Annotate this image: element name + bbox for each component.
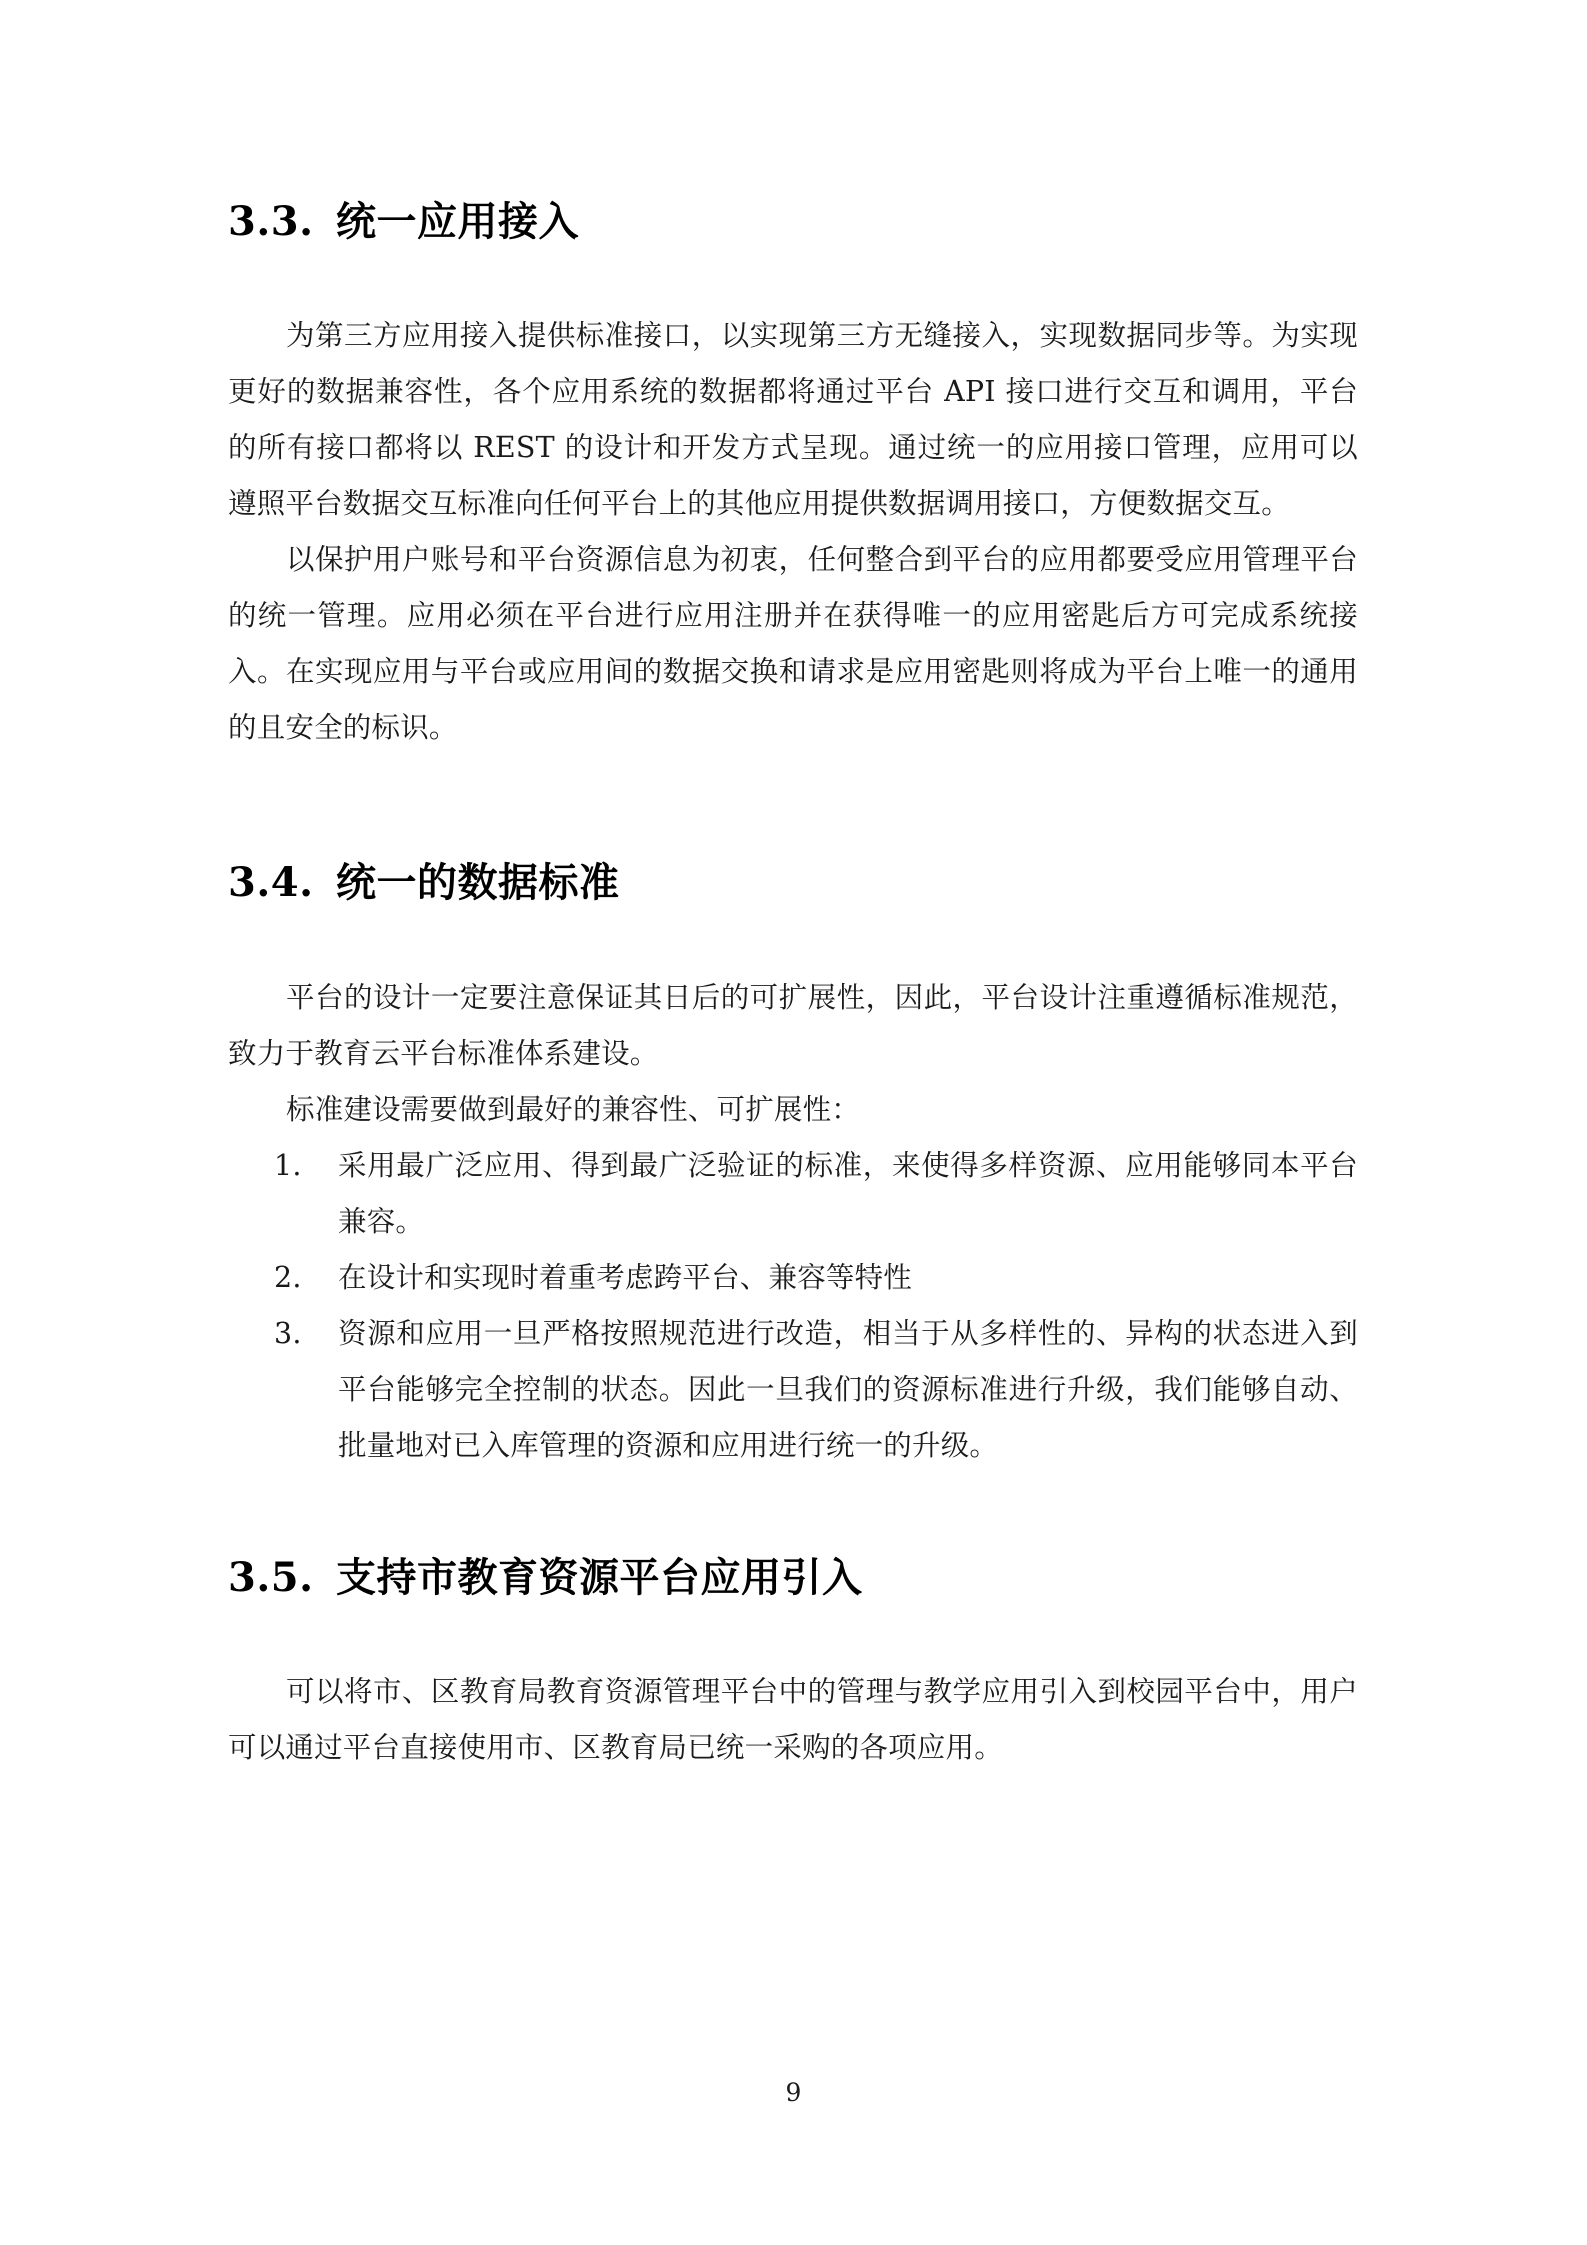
section-number: 3.4. bbox=[228, 859, 314, 906]
list-item-text: 资源和应用一旦严格按照规范进行改造，相当于从多样性的、异构的状态进入到平台能够完全控制的状态。因此一旦我们的资源标准进行升级，我们能够自动、批量地对已入库管理的资源和应用进行统一的升级。 bbox=[338, 1317, 1358, 1462]
section-title: 支持市教育资源平台应用引入 bbox=[336, 1554, 863, 1601]
section-3-4-body bbox=[228, 970, 1358, 1474]
section-3-3-heading-block bbox=[228, 196, 579, 249]
paragraph: 以保护用户账号和平台资源信息为初衷，任何整合到平台的应用都要受应用管理平台的统一管理。应用必须在平台进行应用注册并在获得唯一的应用密匙后方可完成系统接入。在实现应用与平台或应用间的数据交换和请求是应用密匙则将成为平台上唯一的通用的且安全的标识。 bbox=[228, 543, 1358, 744]
section-heading bbox=[228, 196, 579, 249]
list-marker: 2. bbox=[274, 1261, 302, 1294]
section-3-4-heading-block bbox=[228, 857, 620, 910]
section-3-3-body bbox=[228, 308, 1358, 756]
section-title: 统一的数据标准 bbox=[336, 859, 620, 906]
numbered-list bbox=[228, 1138, 1358, 1474]
section-3-5-heading-block bbox=[228, 1552, 863, 1605]
list-marker: 1. bbox=[274, 1149, 302, 1182]
paragraph: 标准建设需要做到最好的兼容性、可扩展性： bbox=[286, 1093, 861, 1126]
list-item bbox=[228, 1306, 1358, 1474]
paragraph: 可以将市、区教育局教育资源管理平台中的管理与教学应用引入到校园平台中，用户可以通过平台直接使用市、区教育局已统一采购的各项应用。 bbox=[228, 1675, 1358, 1764]
paragraph: 平台的设计一定要注意保证其日后的可扩展性，因此，平台设计注重遵循标准规范，致力于教育云平台标准体系建设。 bbox=[228, 981, 1358, 1070]
list-item-text: 采用最广泛应用、得到最广泛验证的标准，来使得多样资源、应用能够同本平台兼容。 bbox=[338, 1149, 1358, 1238]
section-3-5-body bbox=[228, 1664, 1358, 1776]
list-item bbox=[228, 1138, 1358, 1250]
paragraph: 为第三方应用接入提供标准接口，以实现第三方无缝接入，实现数据同步等。为实现更好的数据兼容性，各个应用系统的数据都将通过平台 API 接口进行交互和调用，平台的所有接口都将以 REST 的设计和开发方式呈现。通过统一的应用接口管理，应用可以遵照平台数据交互标准向任何平台上的其他应用提供数据调用接口，方便数据交互。 bbox=[228, 319, 1358, 520]
section-number: 3.3. bbox=[228, 198, 314, 245]
page-number: 9 bbox=[785, 2078, 802, 2107]
list-item bbox=[228, 1250, 1358, 1306]
section-heading bbox=[228, 1552, 863, 1605]
section-title: 统一应用接入 bbox=[336, 198, 579, 245]
list-marker: 3. bbox=[274, 1317, 302, 1350]
section-heading bbox=[228, 857, 620, 910]
section-number: 3.5. bbox=[228, 1554, 314, 1601]
list-item-text: 在设计和实现时着重考虑跨平台、兼容等特性 bbox=[338, 1261, 913, 1294]
